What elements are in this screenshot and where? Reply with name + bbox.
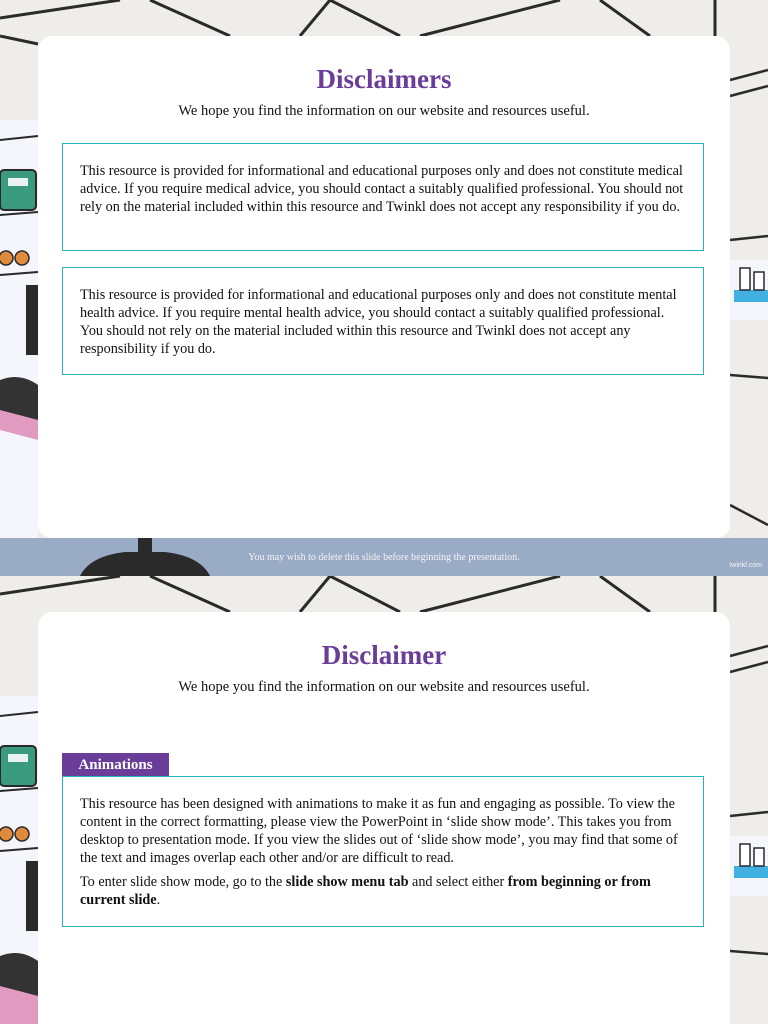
page-title: Disclaimer xyxy=(321,640,447,670)
options-highlight: from beginning or from current slide xyxy=(80,874,651,908)
instruction-text: To enter slide show mode, go to the xyxy=(80,874,286,890)
slide-show-instructions xyxy=(80,873,686,909)
slide-disclaimer-animations xyxy=(0,576,768,1024)
instruction-text: . xyxy=(156,892,161,908)
footer-note: You may wish to delete this slide before beginning the presentation. xyxy=(248,552,520,563)
footer-brand: twinkl.com xyxy=(729,562,762,569)
animations-info-box xyxy=(62,776,704,927)
page-title: Disclaimers xyxy=(316,64,452,94)
content-card xyxy=(38,612,730,1024)
menu-tab-highlight: slide show menu tab xyxy=(285,874,409,890)
mental-health-disclaimer-box xyxy=(62,267,704,375)
medical-disclaimer-box xyxy=(62,143,704,251)
page-subtitle: We hope you find the information on our website and resources useful. xyxy=(178,103,590,119)
page-subtitle: We hope you find the information on our website and resources useful. xyxy=(178,679,590,695)
animations-paragraph: This resource has been designed with animations to make it as fun and engaging as possible. To view the content in the correct formatting, please view the PowerPoint in ‘slide show mode’. This takes you from desktop to presentation mode. If you view the slides out of ‘slide show mode’, you may find that some of the text and images overlap each other and/or are difficult to read. xyxy=(80,796,678,866)
instruction-text: and select either xyxy=(408,874,508,890)
mental-health-disclaimer-text: This resource is provided for informational and educational purposes only and does not constitute mental health advice. If you require mental health advice, you should contact a suitably qualified professional. You should not rely on the material included within this resource and Twinkl does not accept any responsibility if you do. xyxy=(80,287,677,357)
medical-disclaimer-text: This resource is provided for informational and educational purposes only and does not constitute medical advice. If you require medical advice, you should contact a suitably qualified professional. You should not rely on the material included within this resource and Twinkl does not accept any responsibility if you do. xyxy=(80,163,684,215)
content-card xyxy=(38,36,730,538)
slide-footer xyxy=(0,538,768,576)
animations-tag: Animations xyxy=(62,753,169,777)
